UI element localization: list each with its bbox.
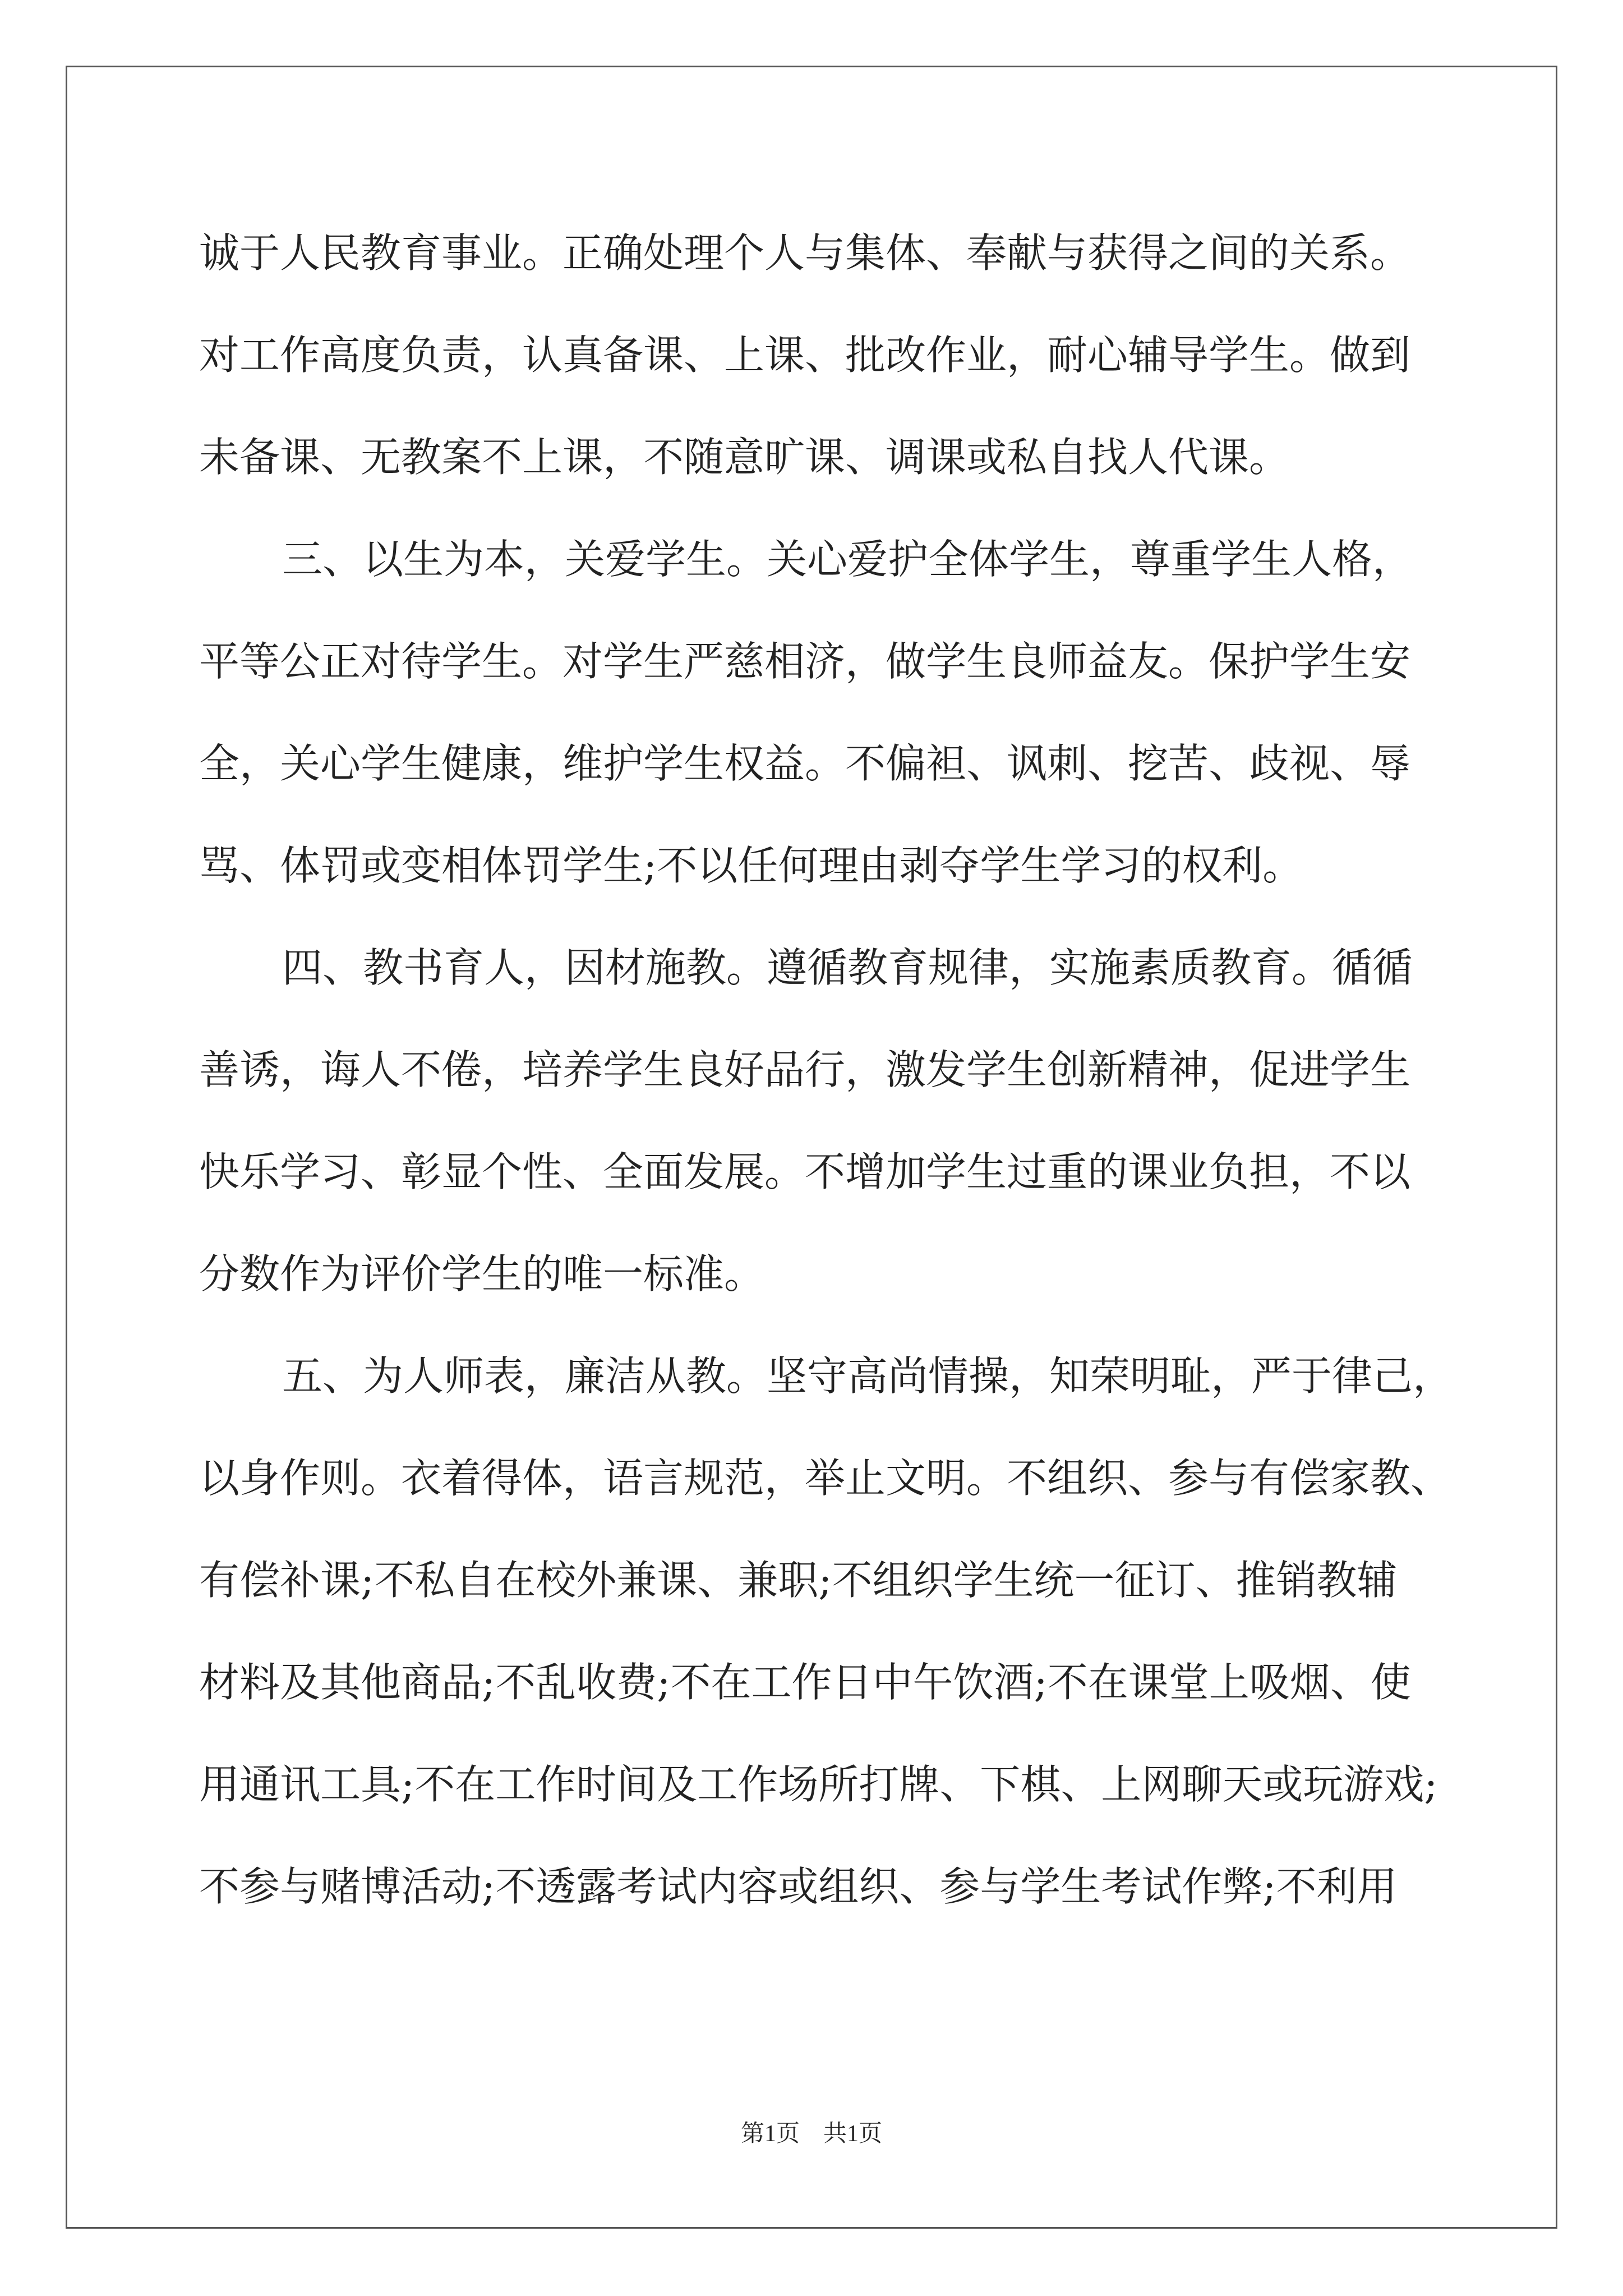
text-line: 全，关心学生健康，维护学生权益。不偏袒、讽刺、挖苦、歧视、辱 [199, 740, 1411, 787]
document-body [199, 202, 1454, 1938]
text-line: 五、为人师表，廉洁从教。坚守高尚情操，知荣明耻，严于律己， [282, 1352, 1454, 1400]
text-line: 平等公正对待学生。对学生严慈相济，做学生良师益友。保护学生安 [199, 638, 1411, 685]
text-line: 分数作为评价学生的唯一标准。 [199, 1250, 765, 1297]
text-line: 未备课、无教案不上课，不随意旷课、调课或私自找人代课。 [199, 434, 1290, 481]
text-line: 以身作则。衣着得体，语言规范，举止文明。不组织、参与有偿家教、 [199, 1455, 1451, 1502]
text-line: 用通讯工具;不在工作时间及工作场所打牌、下棋、上网聊天或玩游戏; [199, 1761, 1438, 1808]
text-line: 不参与赌博活动;不透露考试内容或组织、参与学生考试作弊;不利用 [199, 1863, 1398, 1910]
page-number-footer: 第1页 共1页 [740, 2121, 882, 2147]
text-line: 诚于人民教育事业。正确处理个人与集体、奉献与获得之间的关系。 [199, 229, 1411, 277]
text-line: 四、教书育人，因材施教。遵循教育规律，实施素质教育。循循 [282, 944, 1413, 991]
text-line: 三、以生为本，关爱学生。关心爱护全体学生，尊重学生人格， [282, 536, 1413, 583]
text-line: 快乐学习、彰显个性、全面发展。不增加学生过重的课业负担，不以 [199, 1148, 1411, 1195]
text-line: 有偿补课;不私自在校外兼课、兼职;不组织学生统一征订、推销教辅 [199, 1557, 1398, 1604]
text-line: 骂、体罚或变相体罚学生;不以任何理由剥夺学生学习的权利。 [199, 842, 1303, 889]
text-line: 对工作高度负责，认真备课、上课、批改作业，耐心辅导学生。做到 [199, 332, 1411, 379]
text-line: 善诱，诲人不倦，培养学生良好品行，激发学生创新精神，促进学生 [199, 1046, 1411, 1093]
text-line: 材料及其他商品;不乱收费;不在工作日中午饮酒;不在课堂上吸烟、使 [199, 1659, 1411, 1706]
